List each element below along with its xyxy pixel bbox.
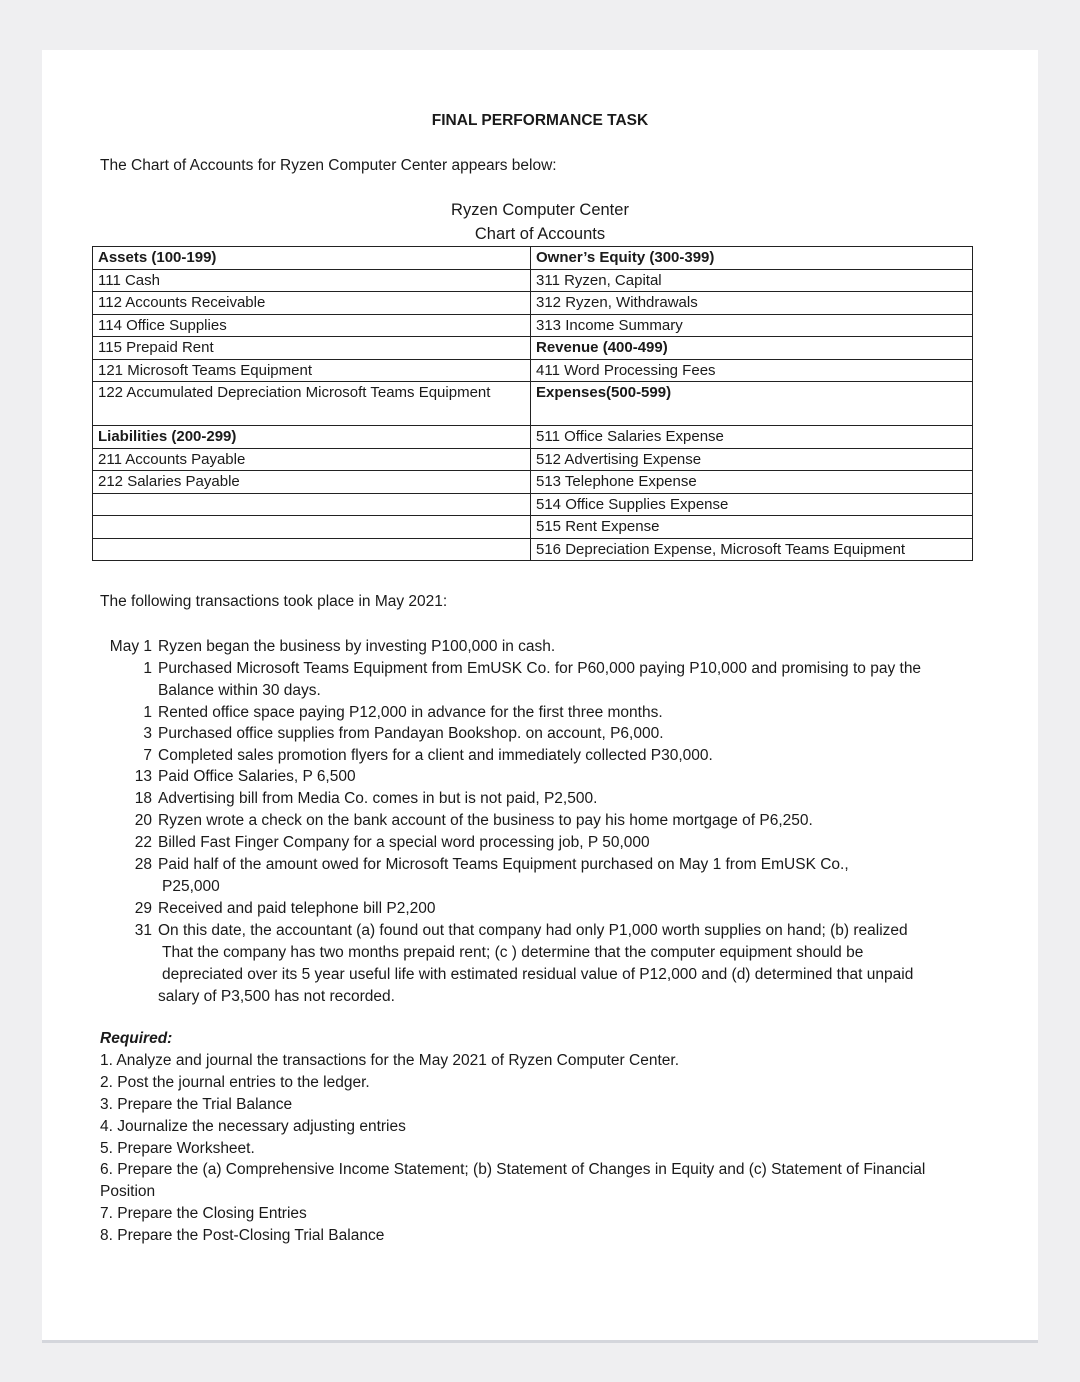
transaction-date: 13 bbox=[134, 768, 152, 786]
transaction-item bbox=[100, 702, 980, 724]
transaction-text: Ryzen wrote a check on the bank account of the business to pay his home mortgage of P6,250. bbox=[158, 812, 813, 830]
account-cell-left: Liabilities (200-299) bbox=[93, 426, 531, 449]
table-row bbox=[93, 247, 973, 270]
table-row bbox=[93, 359, 973, 382]
transactions-list bbox=[100, 636, 980, 1007]
account-cell-right: 411 Word Processing Fees bbox=[531, 359, 973, 382]
table-row bbox=[93, 471, 973, 494]
transaction-date: May 1 bbox=[109, 638, 152, 655]
account-cell-left: 112 Accounts Receivable bbox=[93, 292, 531, 315]
required-item: 7. Prepare the Closing Entries bbox=[100, 1205, 307, 1223]
table-row bbox=[93, 382, 973, 426]
transaction-item bbox=[100, 898, 980, 920]
table-row bbox=[93, 426, 973, 449]
transaction-item bbox=[100, 788, 980, 810]
transaction-date: 29 bbox=[134, 899, 152, 917]
account-cell-left: 114 Office Supplies bbox=[93, 314, 531, 337]
account-cell-left bbox=[93, 493, 531, 516]
chart-of-accounts-table bbox=[92, 246, 973, 561]
table-row bbox=[93, 337, 973, 360]
transaction-date: 22 bbox=[134, 834, 152, 852]
account-cell-left: Assets (100-199) bbox=[93, 247, 531, 270]
transaction-continuation: Balance within 30 days. bbox=[158, 681, 321, 699]
account-cell-right: Expenses(500-599) bbox=[531, 382, 973, 426]
table-row bbox=[93, 292, 973, 315]
transaction-continuation: P25,000 bbox=[162, 877, 220, 895]
account-cell-left bbox=[93, 538, 531, 561]
account-cell-left: 122 Accumulated Depreciation Microsoft Teams Equipment bbox=[93, 382, 531, 426]
account-cell-right: 312 Ryzen, Withdrawals bbox=[531, 292, 973, 315]
account-cell-right: Revenue (400-499) bbox=[531, 337, 973, 360]
transaction-date: 18 bbox=[134, 790, 152, 808]
account-cell-left: 115 Prepaid Rent bbox=[93, 337, 531, 360]
table-row bbox=[93, 314, 973, 337]
transaction-date: 1 bbox=[143, 659, 152, 677]
transaction-item bbox=[100, 766, 980, 788]
required-item: 6. Prepare the (a) Comprehensive Income Statement; (b) Statement of Changes in Equity and (c) Statement of Financial Position bbox=[100, 1161, 926, 1201]
company-name: Ryzen Computer Center bbox=[451, 201, 629, 219]
transaction-text: Paid half of the amount owed for Microsoft Teams Equipment purchased on May 1 from EmUSK Co., bbox=[158, 856, 849, 874]
account-cell-right: 516 Depreciation Expense, Microsoft Teams Equipment bbox=[531, 538, 973, 561]
transaction-text: Purchased Microsoft Teams Equipment from EmUSK Co. for P60,000 paying P10,000 and promising to pay the bbox=[158, 659, 922, 677]
transaction-date: 31 bbox=[134, 921, 152, 939]
account-cell-right: 514 Office Supplies Expense bbox=[531, 493, 973, 516]
required-item: 2. Post the journal entries to the ledger. bbox=[100, 1073, 370, 1091]
document-page bbox=[42, 50, 1038, 1343]
transaction-item bbox=[100, 920, 980, 942]
intro-text: The Chart of Accounts for Ryzen Computer Center appears below: bbox=[100, 157, 557, 174]
transaction-text: Ryzen began the business by investing P100,000 in cash. bbox=[158, 638, 556, 655]
account-cell-right: 511 Office Salaries Expense bbox=[531, 426, 973, 449]
transaction-text: Rented office space paying P12,000 in advance for the first three months. bbox=[158, 703, 663, 721]
account-cell-right: 515 Rent Expense bbox=[531, 516, 973, 539]
transaction-text: Paid Office Salaries, P 6,500 bbox=[158, 768, 356, 786]
account-cell-right: 313 Income Summary bbox=[531, 314, 973, 337]
account-cell-left: 212 Salaries Payable bbox=[93, 471, 531, 494]
transaction-continuation: depreciated over its 5 year useful life with estimated residual value of P12,000 and (d) determined that unpaid bbox=[162, 965, 914, 983]
required-item: 5. Prepare Worksheet. bbox=[100, 1139, 255, 1157]
transaction-text: Advertising bill from Media Co. comes in but is not paid, P2,500. bbox=[158, 790, 598, 808]
transaction-item bbox=[100, 854, 980, 876]
transaction-text: Billed Fast Finger Company for a special word processing job, P 50,000 bbox=[158, 834, 650, 852]
transaction-item bbox=[100, 658, 980, 680]
required-item: 8. Prepare the Post-Closing Trial Balance bbox=[100, 1227, 385, 1245]
table-row bbox=[93, 516, 973, 539]
required-section bbox=[100, 1028, 980, 1247]
account-cell-left: 121 Microsoft Teams Equipment bbox=[93, 359, 531, 382]
transaction-date: 7 bbox=[143, 746, 152, 764]
transaction-date: 1 bbox=[143, 703, 152, 721]
transaction-date: 28 bbox=[134, 856, 152, 874]
account-cell-left bbox=[93, 516, 531, 539]
transaction-item bbox=[100, 636, 980, 658]
account-cell-right: 513 Telephone Expense bbox=[531, 471, 973, 494]
chart-title: Chart of Accounts bbox=[474, 225, 606, 243]
transaction-text: Completed sales promotion flyers for a client and immediately collected P30,000. bbox=[158, 746, 713, 764]
required-heading: Required: bbox=[100, 1030, 173, 1047]
transaction-continuation: That the company has two months prepaid rent; (c ) determine that the computer equipment should be bbox=[162, 943, 864, 961]
table-row bbox=[93, 493, 973, 516]
required-item: 4. Journalize the necessary adjusting entries bbox=[100, 1117, 406, 1135]
table-row bbox=[93, 269, 973, 292]
transaction-text: Purchased office supplies from Pandayan Bookshop. on account, P6,000. bbox=[158, 724, 664, 742]
transaction-continuation: salary of P3,500 has not recorded. bbox=[158, 987, 395, 1005]
transaction-item bbox=[100, 832, 980, 854]
transaction-text: On this date, the accountant (a) found out that company had only P1,000 worth supplies on hand; (b) realized bbox=[158, 921, 908, 939]
account-cell-left: 111 Cash bbox=[93, 269, 531, 292]
page-title: FINAL PERFORMANCE TASK bbox=[431, 112, 649, 129]
transaction-text: Received and paid telephone bill P2,200 bbox=[158, 899, 436, 917]
account-cell-left: 211 Accounts Payable bbox=[93, 448, 531, 471]
required-item: 3. Prepare the Trial Balance bbox=[100, 1095, 293, 1113]
table-row bbox=[93, 538, 973, 561]
account-cell-right: Owner’s Equity (300-399) bbox=[531, 247, 973, 270]
transactions-lead: The following transactions took place in May 2021: bbox=[100, 593, 448, 610]
transaction-item bbox=[100, 810, 980, 832]
transaction-date: 20 bbox=[134, 812, 152, 830]
transaction-item bbox=[100, 745, 980, 767]
transaction-date: 3 bbox=[143, 724, 152, 742]
account-cell-right: 311 Ryzen, Capital bbox=[531, 269, 973, 292]
account-cell-right: 512 Advertising Expense bbox=[531, 448, 973, 471]
required-item: 1. Analyze and journal the transactions for the May 2021 of Ryzen Computer Center. bbox=[100, 1051, 679, 1069]
transaction-item bbox=[100, 723, 980, 745]
table-row bbox=[93, 448, 973, 471]
